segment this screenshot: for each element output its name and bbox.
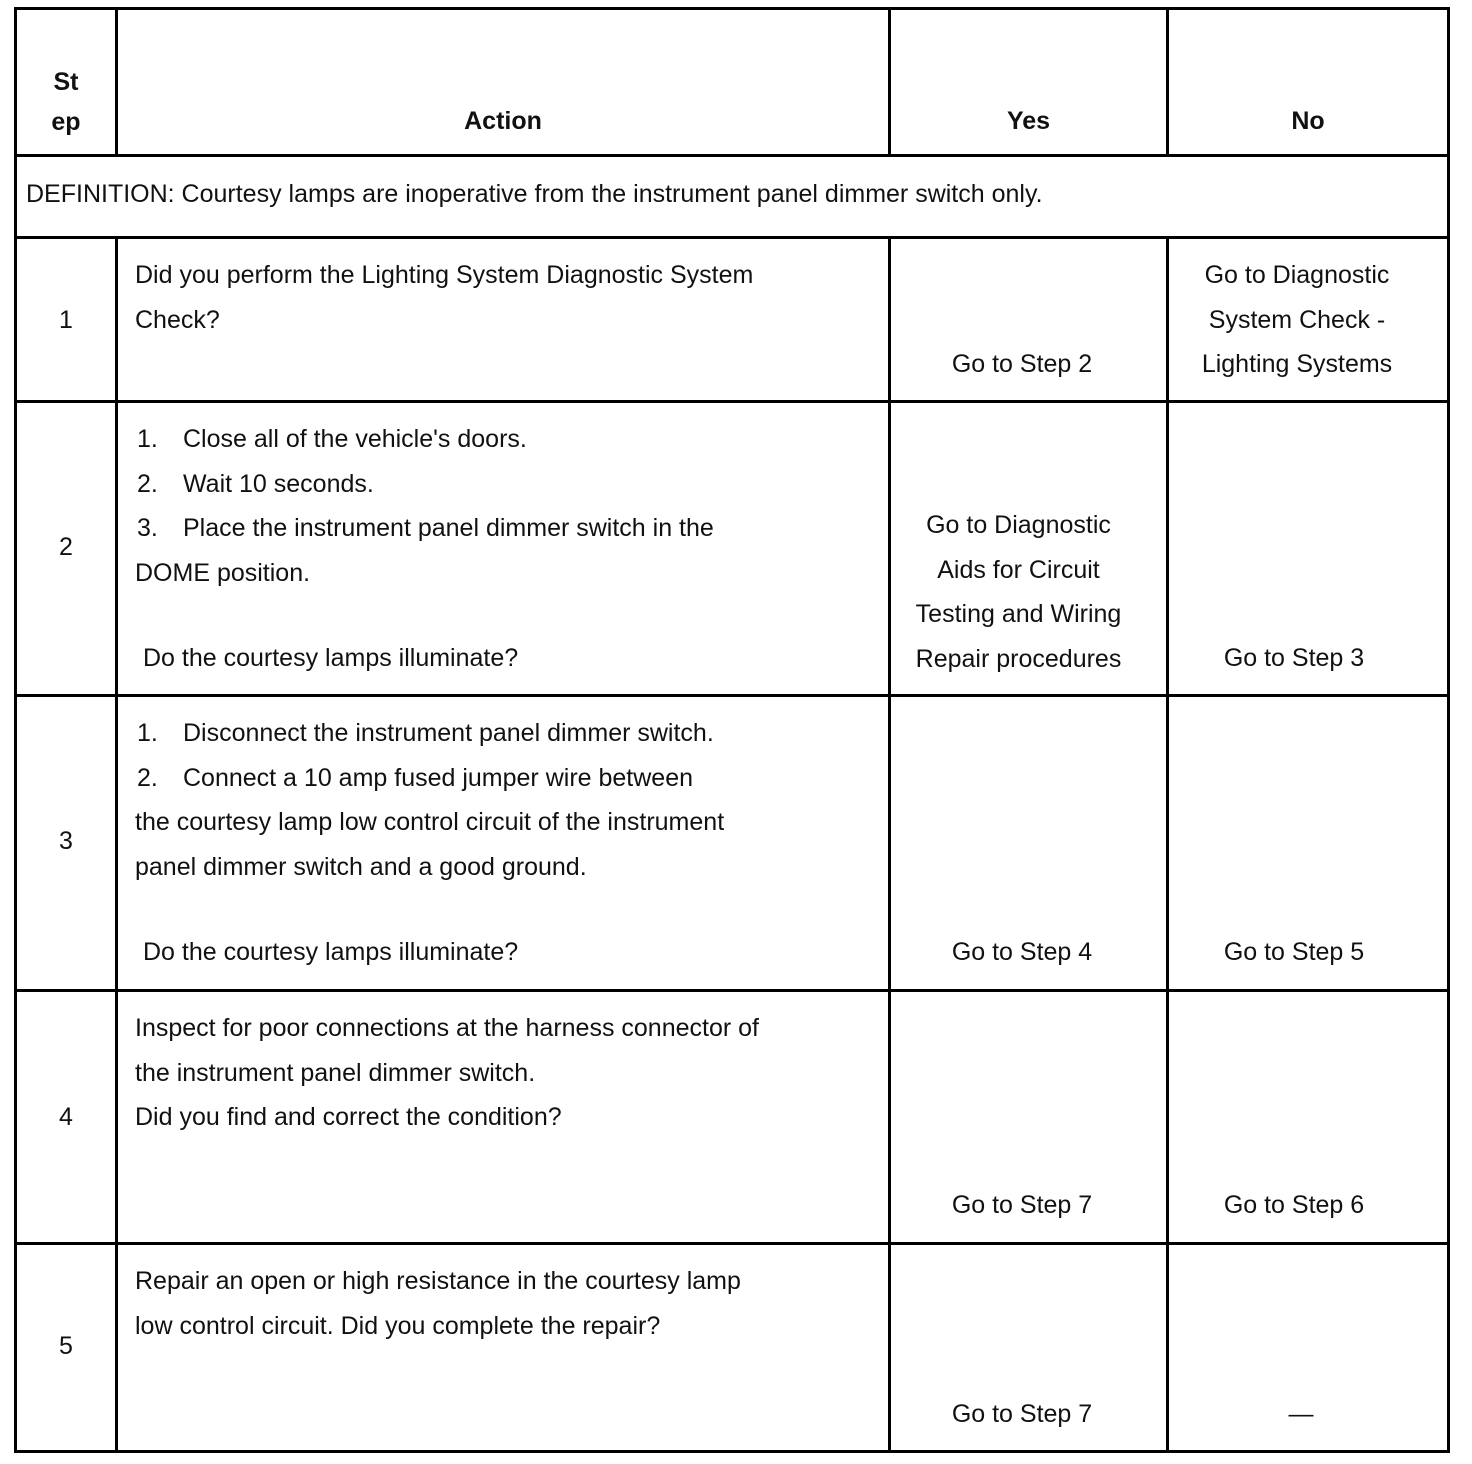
no-result-line: Lighting Systems: [1201, 350, 1393, 378]
no-result-line: Go to Step 5: [1223, 938, 1365, 966]
rule: [14, 1242, 1450, 1245]
action-line: the instrument panel dimmer switch.: [135, 1058, 536, 1087]
action-step-item: [135, 506, 714, 551]
step-number: 3: [59, 827, 73, 855]
step-number: 4: [59, 1103, 73, 1131]
action-line: Did you perform the Lighting System Diagnostic System: [135, 261, 754, 289]
step-number: 2: [59, 533, 73, 561]
header-step-line: St: [53, 68, 79, 96]
rule: [14, 694, 1450, 697]
rule: [14, 154, 1450, 157]
action-line: panel dimmer switch and a good ground.: [135, 852, 587, 881]
action-step-number: 1.: [137, 719, 158, 747]
no-result-dash: —: [1288, 1400, 1314, 1428]
yes-result-line: Go to Diagnostic: [926, 511, 1111, 539]
action-step-text: Place the instrument panel dimmer switch in the: [183, 514, 714, 542]
action-question: Do the courtesy lamps illuminate?: [143, 938, 519, 966]
action-step-number: 2.: [137, 763, 158, 792]
no-result: [1169, 253, 1425, 387]
yes-result: [891, 930, 1153, 975]
no-result: [1169, 1392, 1433, 1437]
rule: [14, 400, 1450, 403]
action-step-text: Wait 10 seconds.: [183, 469, 374, 498]
no-result: [1169, 1183, 1419, 1228]
no-result-line: System Check -: [1208, 305, 1386, 334]
definition-text: DEFINITION: Courtesy lamps are inoperative from the instrument panel dimmer switch only.: [26, 180, 1043, 208]
header-action: [118, 99, 888, 143]
rule: [14, 236, 1450, 239]
action-line: the courtesy lamp low control circuit of the instrument: [135, 808, 725, 836]
yes-result-line: Go to Step 4: [951, 938, 1093, 966]
action-text: [135, 711, 724, 889]
yes-result-line: Aids for Circuit: [937, 555, 1100, 584]
action-step-item: [135, 711, 724, 756]
action-step-text: Connect a 10 amp fused jumper wire between: [183, 763, 694, 792]
yes-result: [891, 342, 1153, 387]
action-step-item: [135, 462, 714, 507]
no-result: [1169, 930, 1419, 975]
action-step-item: [135, 417, 714, 462]
action-text: [135, 417, 714, 595]
step-number: 5: [59, 1332, 73, 1360]
header-step: [17, 62, 115, 142]
yes-result-line: Go to Step 7: [951, 1191, 1093, 1219]
rule: [1447, 7, 1450, 1453]
action-line: Did you find and correct the condition?: [135, 1103, 562, 1131]
action-line: Repair an open or high resistance in the courtesy lamp: [135, 1267, 741, 1295]
action-step-number: 2.: [137, 469, 158, 498]
action-question: Do the courtesy lamps illuminate?: [143, 644, 519, 672]
rule: [115, 236, 118, 1453]
yes-result-line: Repair procedures: [915, 644, 1122, 673]
yes-result: [891, 1183, 1153, 1228]
rule: [14, 7, 17, 1453]
header-yes-label: Yes: [1006, 107, 1051, 135]
rule: [888, 236, 891, 1453]
yes-result: [891, 503, 1146, 681]
yes-result-line: Go to Step 2: [951, 350, 1093, 378]
action-line: low control circuit. Did you complete the repair?: [135, 1311, 661, 1340]
header-no-label: No: [1291, 107, 1325, 135]
no-result-line: Go to Step 3: [1223, 644, 1365, 672]
rule: [1166, 236, 1169, 1453]
header-no: [1169, 99, 1447, 143]
yes-result-line: Testing and Wiring: [915, 600, 1122, 628]
action-step-number: 3.: [137, 514, 158, 542]
step-number: 1: [59, 306, 73, 334]
rule: [14, 1450, 1450, 1453]
action-line: Check?: [135, 305, 220, 334]
rule: [14, 989, 1450, 992]
no-result: [1169, 636, 1419, 681]
action-step-item: [135, 756, 724, 801]
no-result-line: Go to Diagnostic: [1204, 261, 1390, 289]
action-text: [135, 1006, 759, 1140]
yes-result-line: Go to Step 7: [951, 1400, 1093, 1428]
diagnostic-table: [14, 7, 1450, 1453]
yes-result: [891, 1392, 1153, 1437]
action-line: DOME position.: [135, 558, 311, 587]
no-result-line: Go to Step 6: [1223, 1191, 1365, 1219]
header-step-line: ep: [51, 108, 81, 136]
action-step-number: 1.: [137, 425, 158, 453]
header-action-label: Action: [464, 107, 542, 135]
action-line: Inspect for poor connections at the harness connector of: [135, 1014, 759, 1042]
action-text: [135, 1259, 741, 1348]
action-step-text: Close all of the vehicle's doors.: [183, 425, 527, 453]
action-text: [135, 253, 753, 342]
action-step-text: Disconnect the instrument panel dimmer switch.: [183, 719, 714, 747]
header-yes: [891, 99, 1166, 143]
rule: [14, 7, 1450, 10]
